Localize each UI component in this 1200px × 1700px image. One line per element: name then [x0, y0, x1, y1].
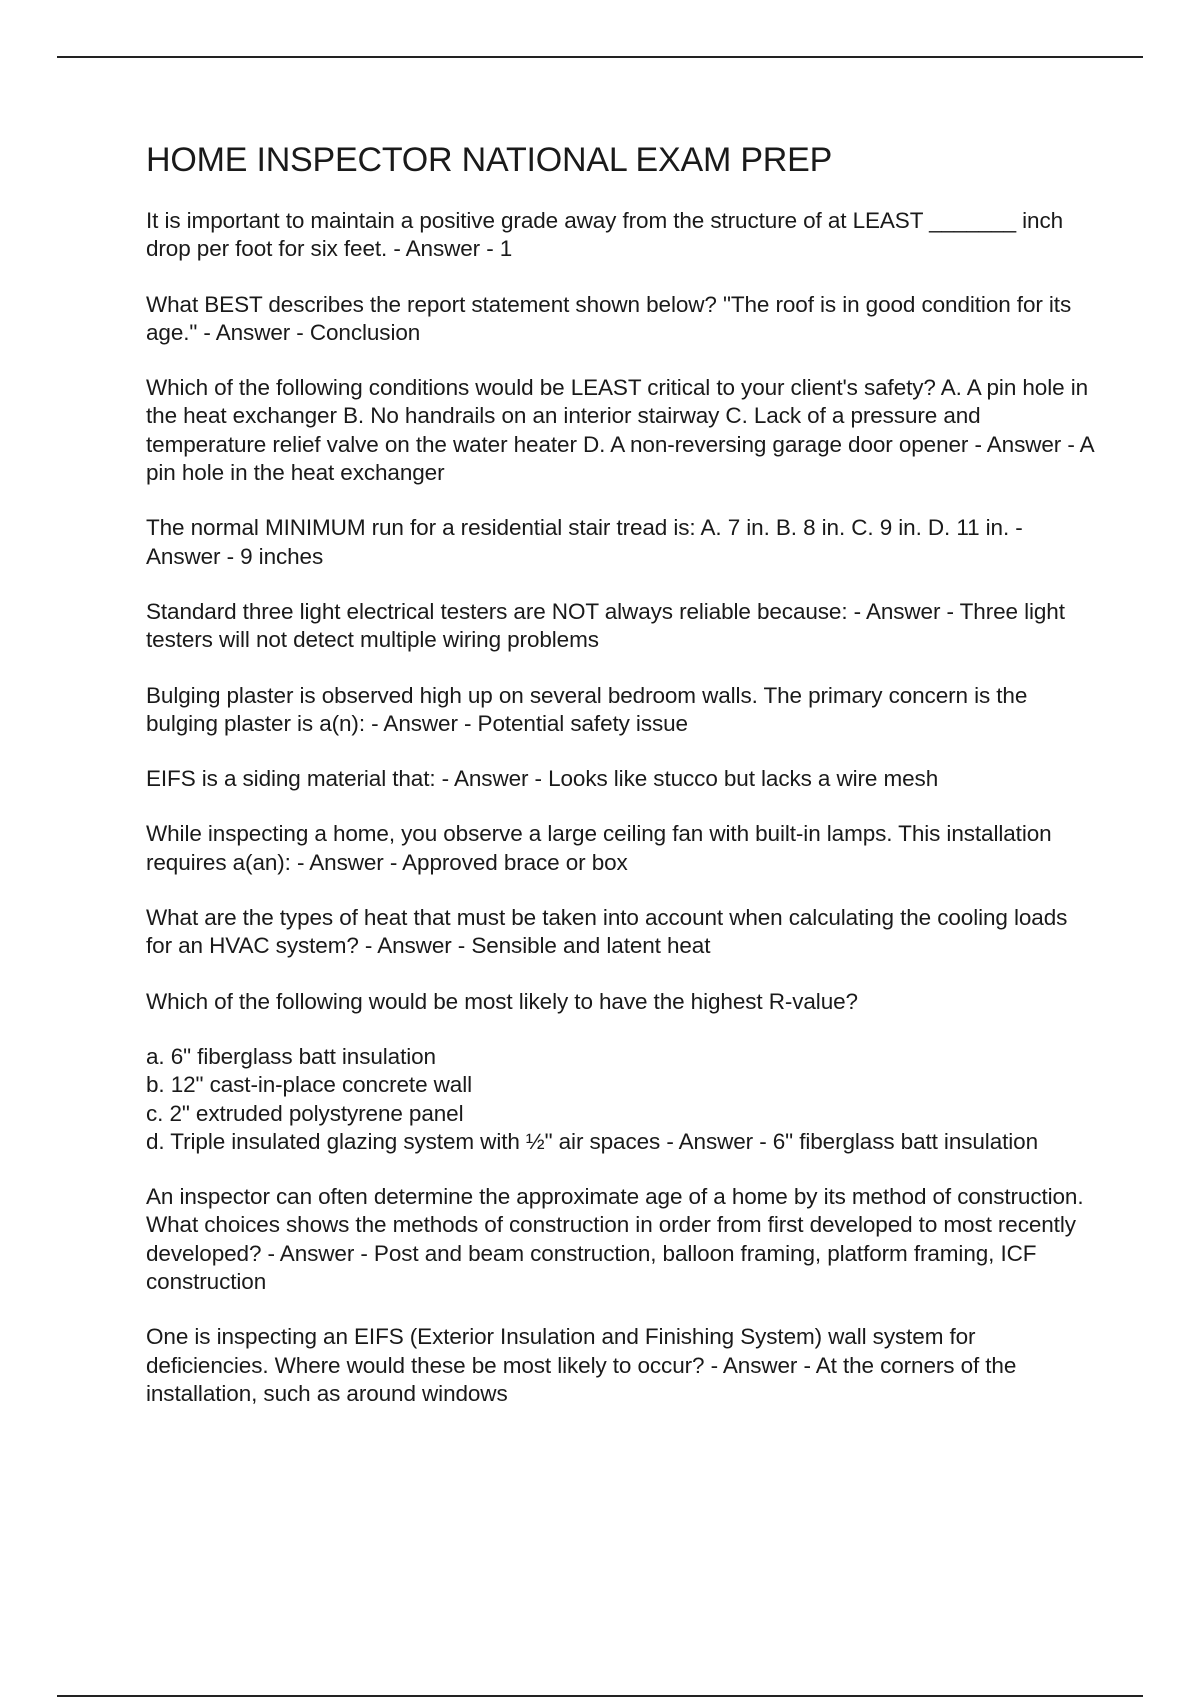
qa-item-6: Bulging plaster is observed high up on several bedroom walls. The primary concern is the bulging plaster is a(n): - Answer - Potential safety issue	[146, 682, 1034, 736]
footer-divider	[57, 1695, 1143, 1697]
qa-item-8: While inspecting a home, you observe a large ceiling fan with built-in lamps. This installation requires a(an): - Answer - Approved brace or box	[146, 821, 1058, 875]
document-body	[146, 140, 1100, 1435]
qa-item-11: An inspector can often determine the approximate age of a home by its method of construction. What choices shows the methods of construction in order from first developed to most recently developed? - Answer - Post and beam construction, balloon framing, platform framing, ICF construction	[146, 1184, 1090, 1295]
qa-item-10-options: a. 6" fiberglass batt insulation b. 12" cast-in-place concrete wall c. 2" extruded polystyrene panel d. Triple insulated glazing system with ½" air spaces - Answer - 6" fiberglass batt insulation	[146, 1043, 1038, 1154]
qa-item-3: Which of the following conditions would be LEAST critical to your client's safety? A. A pin hole in the heat exchanger B. No handrails on an interior stairway C. Lack of a pressure and temperature relief valve on the water heater D. A non-reversing garage door opener - Answer - A pin hole in the heat exchanger	[146, 375, 1100, 486]
qa-item-4: The normal MINIMUM run for a residential stair tread is: A. 7 in. B. 8 in. C. 9 in. D. 11 in. - Answer - 9 inches	[146, 515, 1028, 569]
header-divider	[57, 56, 1143, 58]
qa-item-12: One is inspecting an EIFS (Exterior Insulation and Finishing System) wall system for deficiencies. Where would these be most likely to occur? - Answer - At the corners of the installation, such as around windows	[146, 1324, 1023, 1406]
qa-item-7: EIFS is a siding material that: - Answer - Looks like stucco but lacks a wire mesh	[146, 766, 939, 792]
qa-item-5: Standard three light electrical testers are NOT always reliable because: - Answer - Three light testers will not detect multiple wiring problems	[146, 598, 1072, 653]
document-title: HOME INSPECTOR NATIONAL EXAM PREP	[146, 141, 833, 179]
qa-item-2: What BEST describes the report statement shown below? "The roof is in good condition for its age." - Answer - Conclusion	[146, 291, 1078, 345]
qa-item-1: It is important to maintain a positive grade away from the structure of at LEAST _______ inch drop per foot for six feet. - Answer - 1	[146, 208, 1070, 262]
qa-item-10-question: Which of the following would be most likely to have the highest R-value?	[146, 988, 858, 1014]
qa-item-9: What are the types of heat that must be taken into account when calculating the cooling loads for an HVAC system? - Answer - Sensible and latent heat	[146, 905, 1074, 959]
